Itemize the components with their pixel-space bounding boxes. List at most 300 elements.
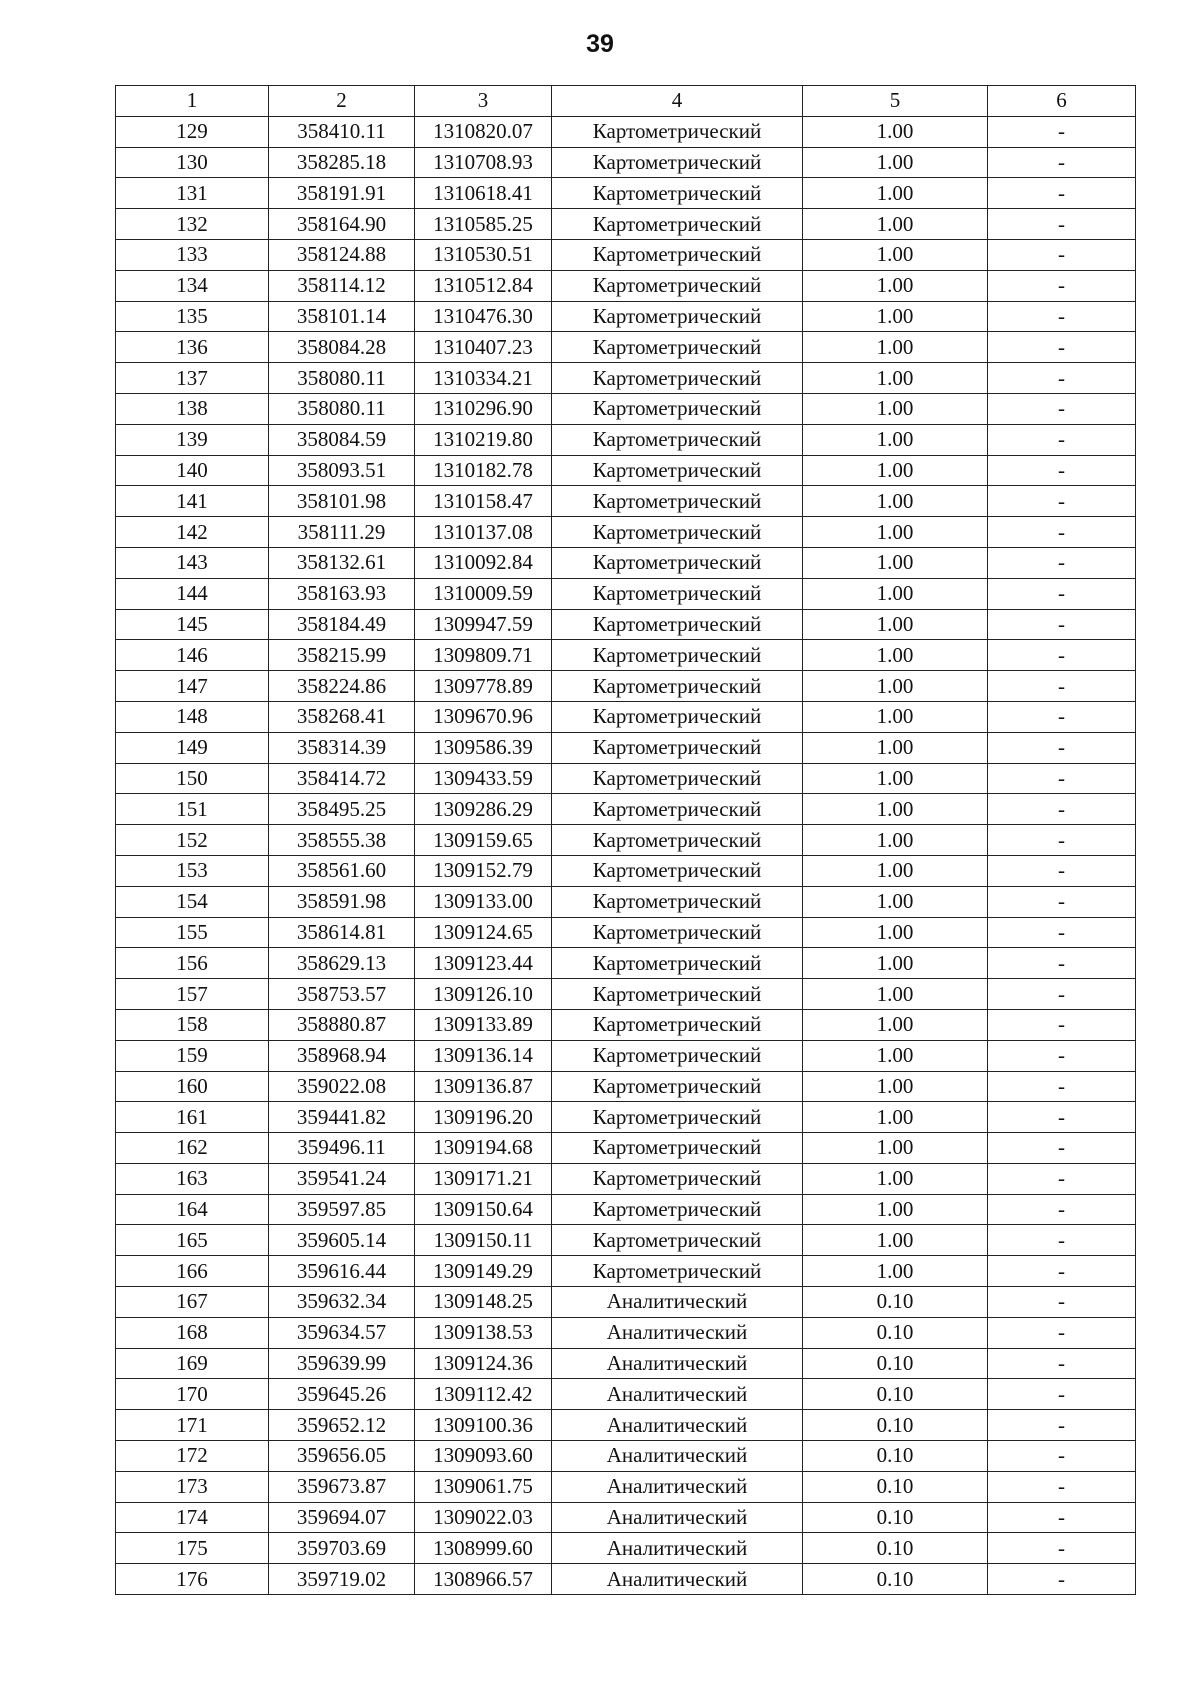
method-cell: Картометрический — [552, 671, 803, 702]
point-number-cell: 169 — [116, 1348, 269, 1379]
method-cell: Картометрический — [552, 332, 803, 363]
point-number-cell: 131 — [116, 178, 269, 209]
method-cell: Аналитический — [552, 1287, 803, 1318]
table-row — [116, 1071, 1136, 1102]
note-cell: - — [988, 640, 1136, 671]
note-cell: - — [988, 1133, 1136, 1164]
table-row — [116, 763, 1136, 794]
accuracy-cell: 0.10 — [803, 1379, 988, 1410]
header-cell-5: 5 — [803, 86, 988, 117]
method-cell: Аналитический — [552, 1410, 803, 1441]
method-cell: Картометрический — [552, 517, 803, 548]
x-coordinate-cell: 358080.11 — [269, 393, 415, 424]
y-coordinate-cell: 1309778.89 — [415, 671, 552, 702]
x-coordinate-cell: 358591.98 — [269, 886, 415, 917]
table-row — [116, 301, 1136, 332]
table-row — [116, 424, 1136, 455]
y-coordinate-cell: 1309947.59 — [415, 609, 552, 640]
point-number-cell: 167 — [116, 1287, 269, 1318]
table-row — [116, 1471, 1136, 1502]
point-number-cell: 152 — [116, 825, 269, 856]
method-cell: Картометрический — [552, 763, 803, 794]
method-cell: Картометрический — [552, 1163, 803, 1194]
method-cell: Картометрический — [552, 455, 803, 486]
method-cell: Картометрический — [552, 855, 803, 886]
point-number-cell: 155 — [116, 917, 269, 948]
x-coordinate-cell: 359694.07 — [269, 1502, 415, 1533]
accuracy-cell: 1.00 — [803, 1102, 988, 1133]
point-number-cell: 134 — [116, 270, 269, 301]
point-number-cell: 130 — [116, 147, 269, 178]
table-body — [116, 116, 1136, 1594]
method-cell: Картометрический — [552, 1194, 803, 1225]
x-coordinate-cell: 359634.57 — [269, 1317, 415, 1348]
accuracy-cell: 1.00 — [803, 794, 988, 825]
point-number-cell: 150 — [116, 763, 269, 794]
table-row — [116, 1441, 1136, 1472]
accuracy-cell: 1.00 — [803, 855, 988, 886]
note-cell: - — [988, 979, 1136, 1010]
x-coordinate-cell: 358191.91 — [269, 178, 415, 209]
y-coordinate-cell: 1310137.08 — [415, 517, 552, 548]
accuracy-cell: 1.00 — [803, 1040, 988, 1071]
y-coordinate-cell: 1310708.93 — [415, 147, 552, 178]
table-row — [116, 178, 1136, 209]
method-cell: Картометрический — [552, 363, 803, 394]
x-coordinate-cell: 358968.94 — [269, 1040, 415, 1071]
header-cell-6: 6 — [988, 86, 1136, 117]
method-cell: Картометрический — [552, 609, 803, 640]
x-coordinate-cell: 358080.11 — [269, 363, 415, 394]
note-cell: - — [988, 1317, 1136, 1348]
table-row — [116, 239, 1136, 270]
y-coordinate-cell: 1309433.59 — [415, 763, 552, 794]
accuracy-cell: 1.00 — [803, 732, 988, 763]
accuracy-cell: 1.00 — [803, 1133, 988, 1164]
header-cell-4: 4 — [552, 86, 803, 117]
point-number-cell: 148 — [116, 701, 269, 732]
note-cell: - — [988, 1379, 1136, 1410]
method-cell: Картометрический — [552, 794, 803, 825]
table-row — [116, 732, 1136, 763]
table-row — [116, 979, 1136, 1010]
y-coordinate-cell: 1310092.84 — [415, 547, 552, 578]
table-row — [116, 1379, 1136, 1410]
y-coordinate-cell: 1309286.29 — [415, 794, 552, 825]
method-cell: Аналитический — [552, 1564, 803, 1595]
note-cell: - — [988, 763, 1136, 794]
y-coordinate-cell: 1310820.07 — [415, 116, 552, 147]
x-coordinate-cell: 358184.49 — [269, 609, 415, 640]
point-number-cell: 145 — [116, 609, 269, 640]
x-coordinate-cell: 359639.99 — [269, 1348, 415, 1379]
y-coordinate-cell: 1309152.79 — [415, 855, 552, 886]
table-row — [116, 270, 1136, 301]
accuracy-cell: 0.10 — [803, 1471, 988, 1502]
method-cell: Картометрический — [552, 1040, 803, 1071]
method-cell: Картометрический — [552, 1225, 803, 1256]
x-coordinate-cell: 358084.28 — [269, 332, 415, 363]
accuracy-cell: 1.00 — [803, 209, 988, 240]
note-cell: - — [988, 794, 1136, 825]
y-coordinate-cell: 1309670.96 — [415, 701, 552, 732]
method-cell: Аналитический — [552, 1441, 803, 1472]
accuracy-cell: 1.00 — [803, 1256, 988, 1287]
x-coordinate-cell: 358164.90 — [269, 209, 415, 240]
method-cell: Аналитический — [552, 1348, 803, 1379]
note-cell: - — [988, 455, 1136, 486]
accuracy-cell: 0.10 — [803, 1502, 988, 1533]
y-coordinate-cell: 1310618.41 — [415, 178, 552, 209]
table-row — [116, 794, 1136, 825]
point-number-cell: 151 — [116, 794, 269, 825]
accuracy-cell: 1.00 — [803, 301, 988, 332]
x-coordinate-cell: 359673.87 — [269, 1471, 415, 1502]
note-cell: - — [988, 239, 1136, 270]
point-number-cell: 132 — [116, 209, 269, 240]
method-cell: Картометрический — [552, 825, 803, 856]
note-cell: - — [988, 301, 1136, 332]
method-cell: Картометрический — [552, 547, 803, 578]
accuracy-cell: 1.00 — [803, 1163, 988, 1194]
method-cell: Картометрический — [552, 1102, 803, 1133]
y-coordinate-cell: 1309123.44 — [415, 948, 552, 979]
note-cell: - — [988, 363, 1136, 394]
accuracy-cell: 1.00 — [803, 547, 988, 578]
accuracy-cell: 0.10 — [803, 1441, 988, 1472]
table-row — [116, 1410, 1136, 1441]
accuracy-cell: 1.00 — [803, 917, 988, 948]
method-cell: Картометрический — [552, 393, 803, 424]
note-cell: - — [988, 609, 1136, 640]
table-row — [116, 917, 1136, 948]
note-cell: - — [988, 209, 1136, 240]
x-coordinate-cell: 359022.08 — [269, 1071, 415, 1102]
x-coordinate-cell: 359719.02 — [269, 1564, 415, 1595]
accuracy-cell: 1.00 — [803, 363, 988, 394]
table-row — [116, 855, 1136, 886]
x-coordinate-cell: 359632.34 — [269, 1287, 415, 1318]
note-cell: - — [988, 486, 1136, 517]
table-row — [116, 1564, 1136, 1595]
y-coordinate-cell: 1309100.36 — [415, 1410, 552, 1441]
note-cell: - — [988, 270, 1136, 301]
y-coordinate-cell: 1310512.84 — [415, 270, 552, 301]
note-cell: - — [988, 855, 1136, 886]
y-coordinate-cell: 1309126.10 — [415, 979, 552, 1010]
coordinates-table — [115, 85, 1136, 1595]
table-row — [116, 209, 1136, 240]
method-cell: Картометрический — [552, 486, 803, 517]
note-cell: - — [988, 1102, 1136, 1133]
accuracy-cell: 1.00 — [803, 671, 988, 702]
accuracy-cell: 1.00 — [803, 116, 988, 147]
point-number-cell: 158 — [116, 1009, 269, 1040]
x-coordinate-cell: 358084.59 — [269, 424, 415, 455]
method-cell: Картометрический — [552, 979, 803, 1010]
method-cell: Картометрический — [552, 270, 803, 301]
y-coordinate-cell: 1309022.03 — [415, 1502, 552, 1533]
table-row — [116, 1225, 1136, 1256]
method-cell: Картометрический — [552, 732, 803, 763]
point-number-cell: 157 — [116, 979, 269, 1010]
point-number-cell: 140 — [116, 455, 269, 486]
table-row — [116, 1040, 1136, 1071]
x-coordinate-cell: 358285.18 — [269, 147, 415, 178]
x-coordinate-cell: 358753.57 — [269, 979, 415, 1010]
x-coordinate-cell: 358101.98 — [269, 486, 415, 517]
method-cell: Аналитический — [552, 1533, 803, 1564]
point-number-cell: 135 — [116, 301, 269, 332]
accuracy-cell: 1.00 — [803, 640, 988, 671]
x-coordinate-cell: 358414.72 — [269, 763, 415, 794]
table-row — [116, 609, 1136, 640]
header-cell-2: 2 — [269, 86, 415, 117]
table-row — [116, 147, 1136, 178]
table-row — [116, 640, 1136, 671]
table-row — [116, 547, 1136, 578]
point-number-cell: 146 — [116, 640, 269, 671]
accuracy-cell: 0.10 — [803, 1410, 988, 1441]
accuracy-cell: 1.00 — [803, 609, 988, 640]
note-cell: - — [988, 1564, 1136, 1595]
note-cell: - — [988, 1441, 1136, 1472]
point-number-cell: 170 — [116, 1379, 269, 1410]
point-number-cell: 144 — [116, 578, 269, 609]
method-cell: Картометрический — [552, 917, 803, 948]
table-row — [116, 393, 1136, 424]
x-coordinate-cell: 358132.61 — [269, 547, 415, 578]
table-row — [116, 578, 1136, 609]
note-cell: - — [988, 332, 1136, 363]
accuracy-cell: 1.00 — [803, 763, 988, 794]
table-row — [116, 1102, 1136, 1133]
note-cell: - — [988, 948, 1136, 979]
point-number-cell: 153 — [116, 855, 269, 886]
table-row — [116, 116, 1136, 147]
note-cell: - — [988, 917, 1136, 948]
table-row — [116, 671, 1136, 702]
note-cell: - — [988, 886, 1136, 917]
note-cell: - — [988, 393, 1136, 424]
accuracy-cell: 1.00 — [803, 270, 988, 301]
method-cell: Картометрический — [552, 578, 803, 609]
accuracy-cell: 0.10 — [803, 1533, 988, 1564]
table-row — [116, 1194, 1136, 1225]
note-cell: - — [988, 1040, 1136, 1071]
y-coordinate-cell: 1310158.47 — [415, 486, 552, 517]
x-coordinate-cell: 359652.12 — [269, 1410, 415, 1441]
method-cell: Картометрический — [552, 147, 803, 178]
table-row — [116, 701, 1136, 732]
note-cell: - — [988, 1471, 1136, 1502]
y-coordinate-cell: 1310407.23 — [415, 332, 552, 363]
method-cell: Картометрический — [552, 948, 803, 979]
y-coordinate-cell: 1309136.87 — [415, 1071, 552, 1102]
point-number-cell: 162 — [116, 1133, 269, 1164]
x-coordinate-cell: 358101.14 — [269, 301, 415, 332]
point-number-cell: 173 — [116, 1471, 269, 1502]
point-number-cell: 168 — [116, 1317, 269, 1348]
accuracy-cell: 1.00 — [803, 1194, 988, 1225]
x-coordinate-cell: 358093.51 — [269, 455, 415, 486]
point-number-cell: 175 — [116, 1533, 269, 1564]
table-row — [116, 517, 1136, 548]
x-coordinate-cell: 358314.39 — [269, 732, 415, 763]
x-coordinate-cell: 358114.12 — [269, 270, 415, 301]
note-cell: - — [988, 578, 1136, 609]
y-coordinate-cell: 1309171.21 — [415, 1163, 552, 1194]
point-number-cell: 129 — [116, 116, 269, 147]
point-number-cell: 163 — [116, 1163, 269, 1194]
y-coordinate-cell: 1309093.60 — [415, 1441, 552, 1472]
x-coordinate-cell: 358224.86 — [269, 671, 415, 702]
method-cell: Картометрический — [552, 424, 803, 455]
point-number-cell: 159 — [116, 1040, 269, 1071]
y-coordinate-cell: 1309194.68 — [415, 1133, 552, 1164]
table-row — [116, 1009, 1136, 1040]
point-number-cell: 136 — [116, 332, 269, 363]
x-coordinate-cell: 359597.85 — [269, 1194, 415, 1225]
accuracy-cell: 1.00 — [803, 825, 988, 856]
method-cell: Аналитический — [552, 1379, 803, 1410]
point-number-cell: 143 — [116, 547, 269, 578]
note-cell: - — [988, 1502, 1136, 1533]
table-row — [116, 1502, 1136, 1533]
method-cell: Картометрический — [552, 701, 803, 732]
y-coordinate-cell: 1308966.57 — [415, 1564, 552, 1595]
y-coordinate-cell: 1310476.30 — [415, 301, 552, 332]
note-cell: - — [988, 1225, 1136, 1256]
point-number-cell: 172 — [116, 1441, 269, 1472]
note-cell: - — [988, 1163, 1136, 1194]
note-cell: - — [988, 1410, 1136, 1441]
x-coordinate-cell: 358111.29 — [269, 517, 415, 548]
accuracy-cell: 0.10 — [803, 1287, 988, 1318]
accuracy-cell: 0.10 — [803, 1348, 988, 1379]
note-cell: - — [988, 1194, 1136, 1225]
accuracy-cell: 1.00 — [803, 1071, 988, 1102]
x-coordinate-cell: 359656.05 — [269, 1441, 415, 1472]
method-cell: Картометрический — [552, 640, 803, 671]
point-number-cell: 171 — [116, 1410, 269, 1441]
accuracy-cell: 0.10 — [803, 1317, 988, 1348]
note-cell: - — [988, 671, 1136, 702]
accuracy-cell: 1.00 — [803, 1225, 988, 1256]
method-cell: Картометрический — [552, 886, 803, 917]
y-coordinate-cell: 1310182.78 — [415, 455, 552, 486]
point-number-cell: 161 — [116, 1102, 269, 1133]
method-cell: Картометрический — [552, 209, 803, 240]
point-number-cell: 138 — [116, 393, 269, 424]
method-cell: Картометрический — [552, 116, 803, 147]
y-coordinate-cell: 1309136.14 — [415, 1040, 552, 1071]
note-cell: - — [988, 147, 1136, 178]
y-coordinate-cell: 1309061.75 — [415, 1471, 552, 1502]
note-cell: - — [988, 1533, 1136, 1564]
note-cell: - — [988, 825, 1136, 856]
y-coordinate-cell: 1309138.53 — [415, 1317, 552, 1348]
table-row — [116, 1133, 1136, 1164]
point-number-cell: 147 — [116, 671, 269, 702]
table-row — [116, 825, 1136, 856]
y-coordinate-cell: 1309133.89 — [415, 1009, 552, 1040]
point-number-cell: 141 — [116, 486, 269, 517]
table-row — [116, 1287, 1136, 1318]
point-number-cell: 160 — [116, 1071, 269, 1102]
method-cell: Картометрический — [552, 1009, 803, 1040]
table-header — [116, 86, 1136, 117]
table-row — [116, 948, 1136, 979]
accuracy-cell: 1.00 — [803, 332, 988, 363]
y-coordinate-cell: 1310219.80 — [415, 424, 552, 455]
x-coordinate-cell: 359441.82 — [269, 1102, 415, 1133]
method-cell: Картометрический — [552, 1071, 803, 1102]
note-cell: - — [988, 732, 1136, 763]
accuracy-cell: 1.00 — [803, 455, 988, 486]
accuracy-cell: 1.00 — [803, 239, 988, 270]
method-cell: Аналитический — [552, 1502, 803, 1533]
point-number-cell: 142 — [116, 517, 269, 548]
x-coordinate-cell: 359703.69 — [269, 1533, 415, 1564]
method-cell: Аналитический — [552, 1471, 803, 1502]
table-row — [116, 332, 1136, 363]
y-coordinate-cell: 1310296.90 — [415, 393, 552, 424]
note-cell: - — [988, 424, 1136, 455]
x-coordinate-cell: 359616.44 — [269, 1256, 415, 1287]
table-row — [116, 1348, 1136, 1379]
x-coordinate-cell: 359496.11 — [269, 1133, 415, 1164]
accuracy-cell: 1.00 — [803, 486, 988, 517]
accuracy-cell: 1.00 — [803, 701, 988, 732]
point-number-cell: 156 — [116, 948, 269, 979]
y-coordinate-cell: 1309149.29 — [415, 1256, 552, 1287]
y-coordinate-cell: 1310585.25 — [415, 209, 552, 240]
x-coordinate-cell: 358410.11 — [269, 116, 415, 147]
note-cell: - — [988, 517, 1136, 548]
x-coordinate-cell: 358614.81 — [269, 917, 415, 948]
header-cell-1: 1 — [116, 86, 269, 117]
accuracy-cell: 0.10 — [803, 1564, 988, 1595]
accuracy-cell: 1.00 — [803, 948, 988, 979]
table-row — [116, 1256, 1136, 1287]
note-cell: - — [988, 116, 1136, 147]
accuracy-cell: 1.00 — [803, 979, 988, 1010]
table-row — [116, 455, 1136, 486]
x-coordinate-cell: 359541.24 — [269, 1163, 415, 1194]
y-coordinate-cell: 1309159.65 — [415, 825, 552, 856]
x-coordinate-cell: 358124.88 — [269, 239, 415, 270]
x-coordinate-cell: 358215.99 — [269, 640, 415, 671]
accuracy-cell: 1.00 — [803, 886, 988, 917]
note-cell: - — [988, 1348, 1136, 1379]
x-coordinate-cell: 358629.13 — [269, 948, 415, 979]
accuracy-cell: 1.00 — [803, 147, 988, 178]
point-number-cell: 165 — [116, 1225, 269, 1256]
method-cell: Картометрический — [552, 1256, 803, 1287]
x-coordinate-cell: 359645.26 — [269, 1379, 415, 1410]
x-coordinate-cell: 358495.25 — [269, 794, 415, 825]
x-coordinate-cell: 358163.93 — [269, 578, 415, 609]
y-coordinate-cell: 1309124.65 — [415, 917, 552, 948]
x-coordinate-cell: 358880.87 — [269, 1009, 415, 1040]
table-row — [116, 1317, 1136, 1348]
table-row — [116, 886, 1136, 917]
y-coordinate-cell: 1309112.42 — [415, 1379, 552, 1410]
x-coordinate-cell: 358268.41 — [269, 701, 415, 732]
point-number-cell: 154 — [116, 886, 269, 917]
point-number-cell: 137 — [116, 363, 269, 394]
